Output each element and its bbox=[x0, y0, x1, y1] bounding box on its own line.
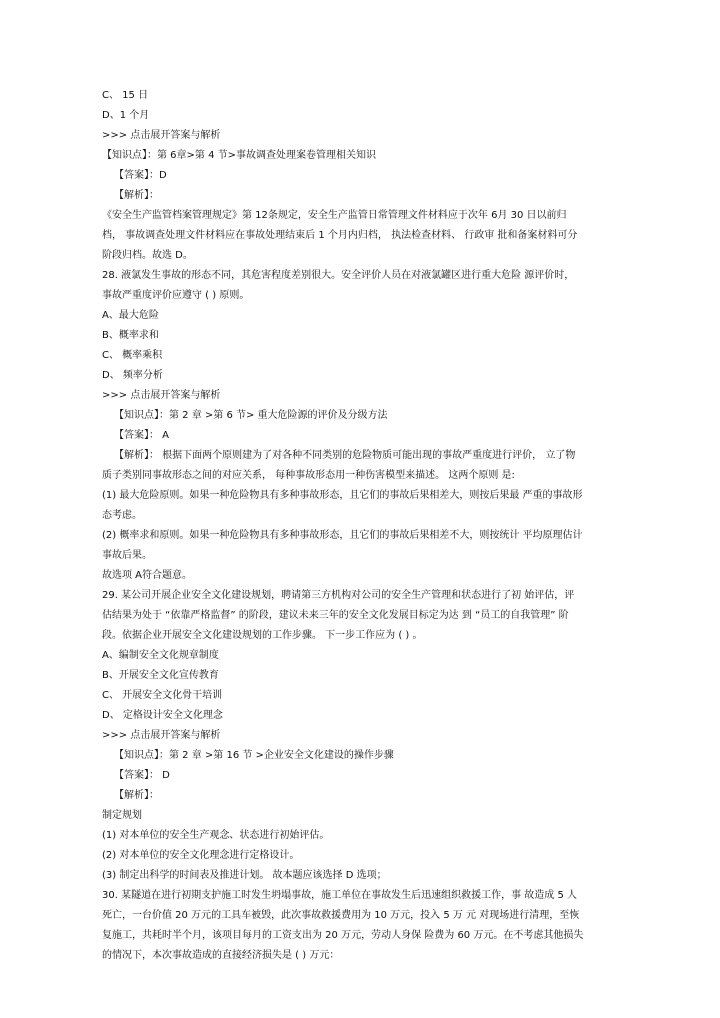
document-page bbox=[102, 86, 618, 966]
text-line: (3) 制定出科学的时间表及推进计划。 故本题应该选择 D 选项； bbox=[102, 870, 387, 881]
text-line: 【知识点】：第 2 章 >第 16 节 >企业安全文化建设的操作步骤 bbox=[114, 750, 394, 761]
text-line: 【解析】： bbox=[114, 790, 159, 801]
text-line: 【答案】： A bbox=[114, 430, 170, 441]
text-line: (1) 最大危险原则。如果一种危险物具有多种事故形态，且它们的事故后果相差大，则按后果最 严重的事故形 bbox=[102, 490, 583, 501]
text-line: 死亡，一台价值 20 万元的工具车被毁，此次事故救援费用为 10 万元，投入 5 万 元 对现场进行清理，至恢 bbox=[102, 910, 580, 921]
text-line: 【知识点】：第 2 章 >第 6 节> 重大危险源的评价及分级方法 bbox=[114, 410, 388, 421]
text-line: 【解析】： 根据下面两个原则建为了对各种不同类别的危险物质可能出现的事故严重度进行评价， 立了物 bbox=[114, 450, 576, 461]
text-line: D、 定格设计安全文化理念 bbox=[102, 710, 223, 721]
text-line: 30. 某隧道在进行初期支护施工时发生坍塌事故，施工单位在事故发生后迅速组织救援工作，事 故造成 5 人 bbox=[102, 890, 577, 901]
text-line: >>> 点击展开答案与解析 bbox=[102, 390, 221, 401]
text-line: C、 开展安全文化骨干培训 bbox=[102, 690, 223, 701]
text-line: 制定规划 bbox=[102, 810, 142, 821]
text-line: C、 15 日 bbox=[102, 90, 149, 101]
text-line: 故选项 A符合题意。 bbox=[102, 570, 193, 581]
text-line: 事故后果。 bbox=[102, 550, 152, 561]
text-line: C、 概率乘积 bbox=[102, 350, 163, 361]
text-line: 的情况下，本次事故造成的直接经济损失是 ( ) 万元： bbox=[102, 950, 340, 961]
text-line: (2) 对本单位的安全文化理念进行定格设计。 bbox=[102, 850, 300, 861]
text-line: >>> 点击展开答案与解析 bbox=[102, 730, 221, 741]
text-line: 【答案】： D bbox=[114, 770, 170, 781]
text-line: 28. 液氯发生事故的形态不同，其危害程度差别很大。安全评价人员在对液氯罐区进行重大危险 源评价时， bbox=[102, 270, 575, 281]
text-line: 质子类别同事故形态之间的对应关系， 每种事故形态用一种伤害模型来描述。 这两个原则 是: bbox=[102, 470, 515, 481]
text-line: D、 频率分析 bbox=[102, 370, 163, 381]
text-line: (1) 对本单位的安全生产观念、状态进行初始评估。 bbox=[102, 830, 330, 841]
text-line: 29. 某公司开展企业安全文化建设规划，聘请第三方机构对公司的安全生产管理和状态进行了初 始评估，评 bbox=[102, 590, 575, 601]
text-line: 态考虑。 bbox=[102, 510, 142, 521]
text-line: 事故严重度评价应遵守 ( ) 原则。 bbox=[102, 290, 250, 301]
text-line: 【知识点】：第 6章>第 4 节>事故调查处理案卷管理相关知识 bbox=[102, 150, 377, 161]
text-line: A、最大危险 bbox=[102, 310, 159, 321]
text-line: >>> 点击展开答案与解析 bbox=[102, 130, 221, 141]
text-line: B、概率求和 bbox=[102, 330, 159, 341]
text-line: B、开展安全文化宣传教育 bbox=[102, 670, 219, 681]
text-line: 阶段归档。故选 D。 bbox=[102, 250, 193, 261]
text-line: 段。依据企业开展安全文化建设规划的工作步骤。 下一步工作应为 ( ) 。 bbox=[102, 630, 423, 641]
text-line: 档， 事故调查处理文件材料应在事故处理结束后 1 个月内归档， 执法检查材料、 行政审 批和备案材料可分 bbox=[102, 230, 578, 241]
text-line: 【解析】： bbox=[114, 190, 159, 201]
text-line: 复施工，共耗时半个月，该项目每月的工资支出为 20 万元，劳动人身保 险费为 60 万元。在不考虑其他损失 bbox=[102, 930, 584, 941]
text-line: 《安全生产监管档案管理规定》第 12条规定，安全生产监管日常管理文件材料应于次年 6月 30 日以前归 bbox=[102, 210, 567, 221]
text-line: 【答案】：D bbox=[114, 170, 167, 181]
text-line: (2) 概率求和原则。如果一种危险物具有多种事故形态，且它们的事故后果相差不大，则按统计 平均原理估计 bbox=[102, 530, 583, 541]
text-line: 估结果为处于 “依靠严格监督” 的阶段，建议未来三年的安全文化发展目标定为达 到 “员工的自我管理” 阶 bbox=[102, 610, 569, 621]
text-line: D、1 个月 bbox=[102, 110, 150, 121]
text-line: A、编制安全文化规章制度 bbox=[102, 650, 219, 661]
